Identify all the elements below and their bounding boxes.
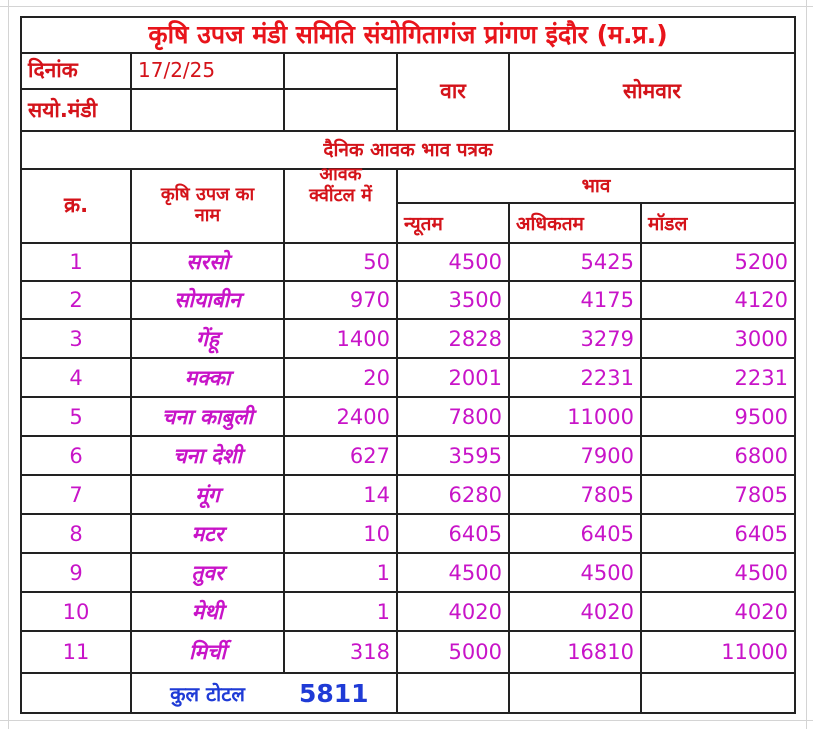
row-modal-price: 2231 — [734, 365, 788, 390]
row-crop: मिर्ची — [189, 640, 226, 664]
row-crop: चना काबुली — [162, 404, 253, 429]
row-serial: 1 — [69, 250, 83, 274]
row-modal-price: 4120 — [734, 288, 788, 312]
row-serial: 9 — [69, 560, 83, 585]
row-min-price: 6280 — [448, 482, 502, 507]
col-max: अधिकतम — [516, 213, 584, 235]
row-arrival: 50 — [363, 250, 390, 274]
row-arrival: 20 — [363, 365, 390, 390]
row-min-price: 3500 — [448, 288, 502, 312]
row-serial: 6 — [69, 443, 83, 468]
row-serial: 11 — [62, 640, 90, 664]
row-crop: सोयाबीन — [174, 288, 241, 312]
row-crop: चना देशी — [173, 443, 242, 468]
row-arrival: 970 — [349, 288, 390, 312]
row-max-price: 7805 — [580, 482, 634, 507]
row-min-price: 4500 — [448, 250, 502, 274]
row-min-price: 3595 — [448, 443, 502, 468]
row-arrival: 1400 — [336, 326, 390, 351]
row-min-price: 2001 — [448, 365, 502, 390]
row-modal-price: 3000 — [734, 326, 788, 351]
row-min-price: 4020 — [448, 599, 502, 624]
col-serial: क्र. — [63, 193, 89, 217]
row-min-price: 2828 — [448, 326, 502, 351]
row-min-price: 5000 — [448, 640, 502, 664]
row-max-price: 11000 — [567, 404, 634, 429]
row-serial: 7 — [69, 482, 83, 507]
row-max-price: 2231 — [580, 365, 634, 390]
row-serial: 2 — [69, 288, 83, 312]
row-min-price: 7800 — [448, 404, 502, 429]
row-max-price: 7900 — [580, 443, 634, 468]
row-serial: 4 — [69, 365, 83, 390]
col-crop-cell — [132, 168, 283, 242]
row-modal-price: 6405 — [734, 521, 788, 546]
row-max-price: 5425 — [580, 250, 634, 274]
row-serial: 3 — [69, 326, 83, 351]
row-arrival: 318 — [349, 640, 390, 664]
total-label: कुल टोटल — [170, 681, 245, 706]
row-crop: मेथी — [191, 599, 224, 624]
row-min-price: 4500 — [448, 560, 502, 585]
row-max-price: 16810 — [567, 640, 634, 664]
row-arrival: 1 — [376, 599, 390, 624]
row-crop: मटर — [191, 521, 224, 546]
row-modal-price: 4020 — [734, 599, 788, 624]
day-label: वार — [440, 79, 466, 103]
row-max-price: 4175 — [580, 288, 634, 312]
total-value: 5811 — [299, 678, 369, 708]
row-max-price: 6405 — [580, 521, 634, 546]
row-max-price: 3279 — [580, 326, 634, 351]
date-label: दिनांक — [28, 58, 78, 82]
row-crop: मूंग — [195, 482, 220, 507]
row-serial: 8 — [69, 521, 83, 546]
mandi-label: सयो.मंडी — [28, 98, 98, 122]
row-crop: गेंहू — [196, 326, 219, 351]
row-crop: मक्का — [184, 365, 231, 390]
row-max-price: 4500 — [580, 560, 634, 585]
row-modal-price: 4500 — [734, 560, 788, 585]
row-arrival: 14 — [363, 482, 390, 507]
price-sheet — [20, 16, 796, 714]
col-price: भाव — [581, 175, 611, 197]
col-modal: मॉडल — [648, 213, 688, 235]
col-arrival-cell — [285, 164, 396, 242]
row-arrival: 1 — [376, 560, 390, 585]
row-crop: तुवर — [191, 560, 224, 585]
day-value: सोमवार — [623, 79, 681, 103]
row-crop: सरसो — [186, 250, 229, 274]
date-value: 17/2/25 — [138, 58, 216, 82]
col-min: न्यूतम — [404, 213, 443, 235]
row-modal-price: 9500 — [734, 404, 788, 429]
col-arrival: आवक क्वींटल में — [309, 164, 372, 206]
row-arrival: 2400 — [336, 404, 390, 429]
col-crop: कृषि उपज का नाम — [160, 184, 255, 226]
row-modal-price: 6800 — [734, 443, 788, 468]
sheet-subtitle: दैनिक आवक भाव पत्रक — [323, 139, 493, 161]
row-max-price: 4020 — [580, 599, 634, 624]
row-min-price: 6405 — [448, 521, 502, 546]
row-serial: 5 — [69, 404, 83, 429]
row-modal-price: 7805 — [734, 482, 788, 507]
page-title: कृषि उपज मंडी समिति संयोगितागंज प्रांगण इंदौर (म.प्र.) — [148, 20, 668, 49]
row-serial: 10 — [62, 599, 90, 624]
row-modal-price: 11000 — [721, 640, 788, 664]
row-modal-price: 5200 — [734, 250, 788, 274]
row-arrival: 10 — [363, 521, 390, 546]
row-arrival: 627 — [349, 443, 390, 468]
